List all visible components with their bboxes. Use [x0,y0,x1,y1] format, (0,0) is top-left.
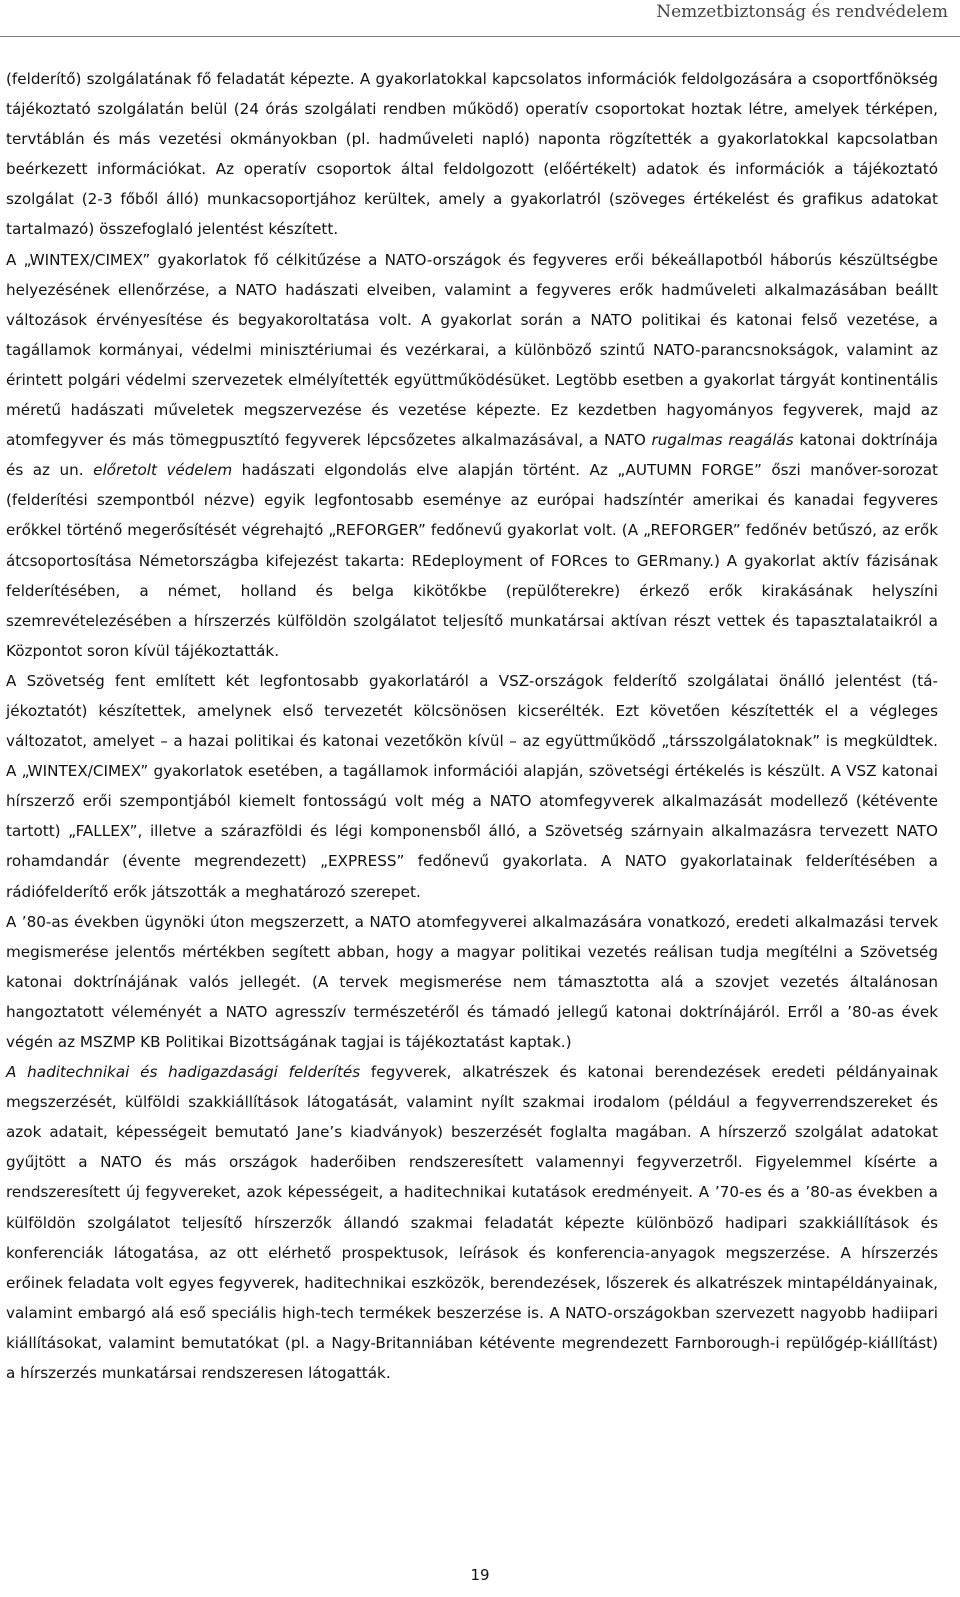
text-segment: A ’80-as években ügynöki úton megszerzett, a NATO atomfegyverei alkalmazására vonatkozó, eredeti alkalmazási tervek megismerése jelentős mértékben segített abban, hogy a magyar politikai vezetés reálisan tudja megítélni a Szövetség katonai doktrínájának valós jellegét. (A tervek megismerése nem támasztotta alá a szovjet vezetés általánosan hangoztatott véleményét a NATO agresszív természetéről és támadó jellegű katonai doktrínájáról. Erről a ’80-as évek végén az MSZMP KB Politikai Bizottságának tagjai is tájékoztatást kaptak.) [6,912,938,1051]
body-text [6,64,938,1388]
text-segment: katonai doktrínája és az un. [6,431,938,480]
text-segment: (felderítő) szolgálatának fő feladatát képezte. A gyakorlatokkal kapcsolatos információk feldolgozására a csoportfőnökség tájékoztató szolgálatán belül (24 órás szolgálati rendben működő) operatív csoportokat hoztak létre, amelyek térképen, tervtáblán és más vezetési okmányokban (pl. hadműveleti napló) naponta rögzítették a gyakorlatokkal kapcsolatban beérkezett információkat. Az operatív csoportok által feldolgozott (előértékelt) adatok és információk a tájékoztató szolgálat (2-3 főből álló) munkacsoportjához kerültek, amely a gyakorlatról (szöveges értékelést és grafikus adatokat tartalmazó) összefoglaló jelentést készített. [6,70,938,239]
paragraph [6,245,938,666]
page-number: 19 [470,1566,490,1584]
text-segment: hadászati elgondolás elve alapján történt. Az „AUTUMN FORGE” őszi manőver-sorozat (felderítési szempontból nézve) egyik legfontosabb eseménye az európai hadszíntér amerikai és kanadai fegyveres erőkkel történő megerősítését végrehajtó „REFORGER” fedőnevű gyakorlat volt. (A „REFORGER” fedőnév betűszó, az erők átcsoportosítása Németországba kifejezést takarta: REdeployment of FORces to GERmany.) A gyakorlat aktív fázisának felderítésében, a német, holland és belga kikötőkbe (repülőterekre) érkező erők kirakásának helyszíni szemrevételezésében a hírszerzés külföldön szolgálatot teljesítő munkatársai aktívan részt vettek és tapasztalataikról a Központot soron kívül tájékoztatták. [6,461,938,660]
text-segment: A Szövetség fent említett két legfontosabb gyakorlatáról a VSZ-országok felderítő szolgálatai önálló jelentést (tájékoztatót) készítettek, amelynek első tervezetét kölcsönösen kicserélték. Ezt követően készítették el a végleges változatot, amelyet – a hazai politikai és katonai vezetőkön kívül – az együttműködő „társszolgálatoknak” is megküldtek. A „WINTEX/CIMEX” gyakorlatok esetében, a tagállamok információi alapján, szövetségi értékelés is készült. A VSZ katonai hírszerző erői szempontjából kiemelt fontosságú volt még a NATO atomfegyverek alkalmazását modellező (kétévente tartott) „FALLEX”, illetve a szárazföldi és légi komponensből álló, a Szövetség szárnyain alkalmazásra tervezett NATO rohamdandár (évente megrendezett) „EXPRESS” fedőnevű gyakorlata. A NATO gyakorlatainak felderítésében a rádiófelderítő erők játszották a meghatározó szerepet. [6,671,938,901]
text-segment: fegyverek, alkatrészek és katonai berendezések eredeti példányainak megszerzését, külföldi szakkiállítások látogatását, valamint nyílt szakmai irodalom (például a fegyverrendszereket és azok adatait, képességeit bemutató Jane’s kiadványok) beszerzését foglalta magában. A hírszerző szolgálat adatokat gyűjtött a NATO és más országok haderőiben rendszeresített valamennyi fegyverzetről. Figyelemmel kísérte a rendszeresített új fegyvereket, azok képességeit, a haditechnikai kutatások eredményeit. A ’70-es és a ’80-as években a külföldön szolgálatot teljesítő hírszerzők állandó szakmai feladatát képezte különböző hadipari szakkiállítások és konferenciák látogatása, az ott elérhető prospektusok, leírások és konferencia-anyagok megszerzése. A hírszerzés erőinek feladata volt egyes fegyverek, haditechnikai eszközök, berendezések, lőszerek és alkatrészek mintapéldányainak, valamint embargó alá eső speciális high-tech termékek beszerzése is. A NATO-országokban szervezett nagyobb hadiipari kiállításokat, valamint bemutatókat (pl. a Nagy-Britanniában kétévente megrendezett Farnborough-i repülőgép-kiállítást) a hírszerzés munkatársai rendszeresen látogatták. [6,1063,938,1383]
running-header [0,0,960,37]
italic-term: rugalmas reagálás [651,431,794,450]
text-segment: A „WINTEX/CIMEX” gyakorlatok fő célkitűzése a NATO-országok és fegyveres erői békeállapotból háborús készültségbe helyezésének ellenőrzése, a NATO hadászati elveiben, valamint a fegyveres erők hadműveleti alkalmazásában beállt változások érvényesítése és begyakoroltatása volt. A gyakorlat során a NATO politikai és katonai felső vezetése, a tagállamok kormányai, védelmi minisztériumai és vezérkarai, a különböző szintű NATO-parancsnokságok, valamint az érintett polgári védelmi szervezetek elmélyítették együttműködésüket. Legtöbb esetben a gyakorlat tárgyát kontinentális méretű hadászati műveletek megszervezése és vezetése képezte. Ez kezdetben hagyományos fegyverek, majd az atomfegyver és más tömegpusztító fegyverek lépcsőzetes alkalmazásával, a NATO [6,250,938,450]
paragraph [6,1057,938,1388]
paragraph [6,666,938,907]
running-header-title: Nemzetbiztonság és rendvédelem [656,2,948,22]
paragraph [6,907,938,1057]
italic-term: A haditechnikai és hadigazdasági felderítés [6,1063,361,1082]
paragraph [6,64,938,245]
italic-term: előretolt védelem [93,461,233,480]
